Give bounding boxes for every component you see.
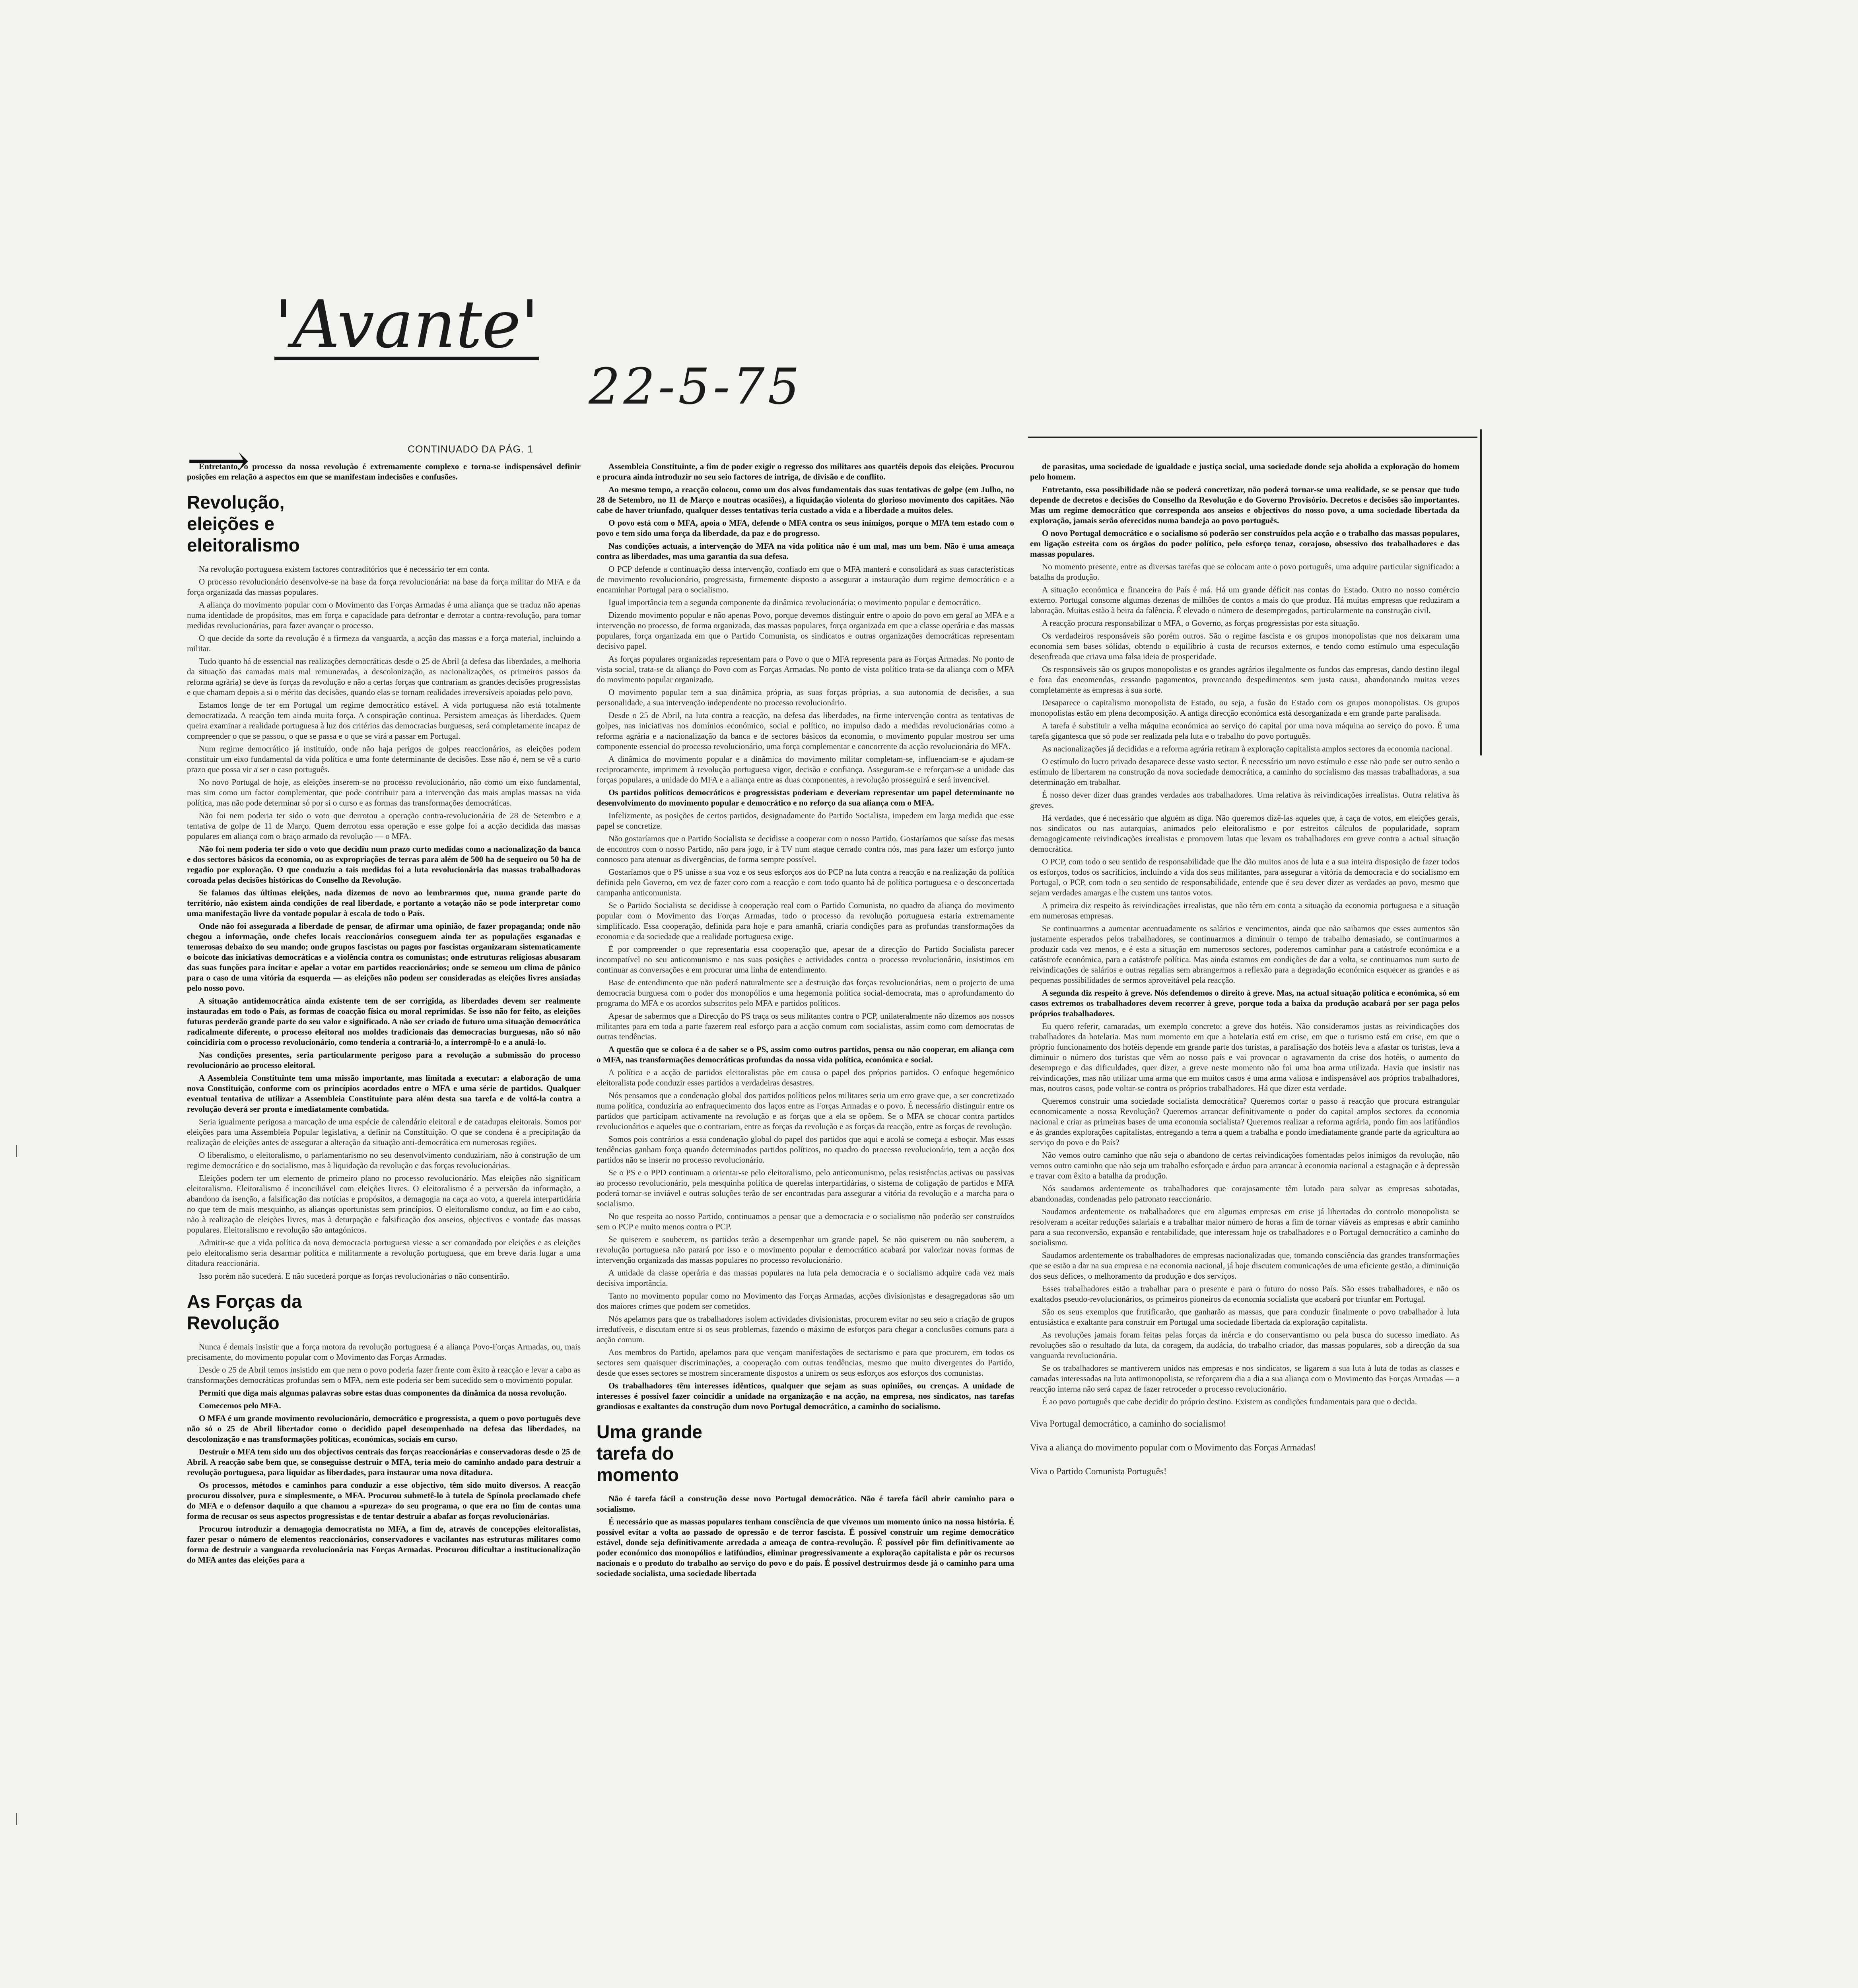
paragraph: O processo revolucionário desenvolve-se na base da força revolucionária: na base da força militar do MFA e da força organizada das massas populares. [187, 577, 581, 597]
paragraph: Num regime democrático já instituído, onde não haja perigos de golpes reaccionários, as eleições podem constituir um eixo fundamental da vida política e uma fonte determinante de decisões. Esse não é, nem se vê a curto prazo que possa vir a ser o caso português. [187, 744, 581, 774]
paragraph: Admitir-se que a vida política da nova democracia portuguesa viesse a ser comandada por eleições e as eleições pelo eleitoralismo seria desarmar política e militarmente a revolução portuguesa, que em breve daria lugar a uma ditadura reaccionária. [187, 1238, 581, 1268]
paragraph: A aliança do movimento popular com o Movimento das Forças Armadas é uma aliança que se traduz não apenas numa identidade de propósitos, mas em força e capacidade para defrontar e derrotar a contra-revolução, para tomar medidas revolucionárias, para fazer avançar o processo. [187, 600, 581, 630]
paragraph: A Assembleia Constituinte tem uma missão importante, mas limitada a executar: a elaboração de uma nova Constituição, conforme com os princípios acordados entre o MFA e uma série de partidos. Qualquer eventual tentativa de utilizar a Assembleia Constituinte para além desta sua tarefa e de voltá-la contra a revolução deverá ser pronta e imediatamente combatida. [187, 1073, 581, 1114]
paragraph: Assembleia Constituinte, a fim de poder exigir o regresso dos militares aos quartéis depois das eleições. Procurou e procura ainda introduzir no seu seio factores de intriga, de divisão e de conflito. [597, 462, 1014, 481]
paragraph: Onde não foi assegurada a liberdade de pensar, de afirmar uma opinião, de fazer propaganda; onde não chegou a informação, onde chefes locais reaccionários conseguem ainda ter as populações esganadas e temerosas debaixo do seu mando; onde grupos fascistas ou pagos por fascistas organizaram sistematicamente o boicote das iniciativas democráticas e a violência contra os comunistas; onde estruturas religiosas abusaram das suas funções para incitar e apelar a votar em partidos reaccionários; onde se semeou um clima de pânico para o caso de uma vitória da esquerda — as eleições não podem ser consideradas as eleições livres ansiadas pelo nosso povo. [187, 921, 581, 993]
paragraph: Se o PS e o PPD continuam a orientar-se pelo eleitoralismo, pelo anticomunismo, pelas resistências activas ou passivas ao processo revolucionário, pela mesquinha política de querelas interpartidárias, o sistema de coligação de partidos e MFA poderá tornar-se inviável e outras soluções terão de ser encontradas para assegurar a vitória da revolução e a marcha para o socialismo. [597, 1168, 1014, 1208]
paragraph: É nosso dever dizer duas grandes verdades aos trabalhadores. Uma relativa às reivindicações irrealistas. Outra relativa às greves. [1030, 790, 1460, 810]
clipping-right-rule [1480, 429, 1482, 755]
section-heading: Uma grande tarefa do momento [597, 1421, 702, 1485]
closing-slogan: Viva a aliança do movimento popular com o Movimento das Forças Armadas! [1030, 1442, 1316, 1452]
paragraph: Permiti que diga mais algumas palavras sobre estas duas componentes da dinâmica da nossa revolução. [199, 1388, 567, 1398]
article-column-2 [597, 461, 1014, 1988]
paragraph: Desde o 25 de Abril, na luta contra a reacção, na defesa das liberdades, na firme intervenção contra as tentativas de golpes, nas iniciativas nos domínios económico, social e político, no impulso dado a medidas revolucionárias como a reforma agrária e a nacionalização da banca e de sectores básicos da economia, o movimento popular mostrou ser uma componente essencial do processo revolucionário, uma força complementar e concorrente da acção revolucionária do MFA. [597, 711, 1014, 751]
paragraph: É por compreender o que representaria essa cooperação que, apesar de a direcção do Partido Socialista parecer incompatível no seu anticomunismo e nas suas posições e actividades contra o processo revolucionário, insistimos em continuar as conversações e em procurar uma linha de entendimento. [597, 944, 1014, 975]
paragraph: Infelizmente, as posições de certos partidos, designadamente do Partido Socialista, impedem em larga medida que esse papel se concretize. [597, 811, 1014, 831]
paragraph: A segunda diz respeito à greve. Nós defendemos o direito à greve. Mas, na actual situação política e económica, só em casos extremos os trabalhadores devem recorrer à greve, porque toda a baixa da produção acabará por ser paga pelos próprios trabalhadores. [1030, 988, 1460, 1018]
paragraph: Os processos, métodos e caminhos para conduzir a esse objectivo, têm sido muito diversos. A reacção procurou dissolver, pura e simplesmente, o MFA. Procurou submetê-lo à tutela de Spínola proclamado chefe do MFA e o defensor daquilo a que chamou a «pureza» do seu programa, o que era no fim de contas uma forma de recusar os seus aspectos progressistas e de tentar destruir a abafar as forças revolucionárias. [187, 1480, 581, 1521]
paragraph: Desde o 25 de Abril temos insistido em que nem o povo poderia fazer frente com êxito à reacção e levar a cabo as transformações democráticas profundas sem o MFA, nem este poderia ser bem sucedido sem o movimento popular. [187, 1365, 581, 1385]
paragraph: Queremos construir uma sociedade socialista democrática? Queremos cortar o passo à reacção que procura estrangular economicamente a nossa Revolução? Queremos arrancar definitivamente o poder do capital amplos sectores da economia nacional e criar as primeiras bases de uma economia socialista? Queremos realizar a reforma agrária, pondo fim aos latifúndios e às grandes explorações capitalistas, entregando a terra a quem a trabalha e pondo imediatamente grande parte da agricultura ao serviço do povo e do País? [1030, 1096, 1460, 1147]
paragraph: A situação económica e financeira do País é má. Há um grande déficit nas contas do Estado. Outro no nosso comércio externo. Portugal consome algumas dezenas de milhões de contos a mais do que produz. Há muitas empresas que reduziram a laboração. Muitas estão à beira da falência. É elevado o número de desempregados, particularmente na construção civil. [1030, 585, 1460, 615]
paragraph: Se falamos das últimas eleições, nada dizemos de novo ao lembrarmos que, numa grande parte do território, não existem ainda condições de real liberdade, e portanto a votação não se pode interpretar como uma manifestação livre da vontade popular à escala de todo o País. [187, 888, 581, 918]
paragraph: O liberalismo, o eleitoralismo, o parlamentarismo no seu desenvolvimento conduziriam, não à construção de um regime democrático e do socialismo, mas à liquidação da revolução e das forças revolucionárias. [187, 1150, 581, 1170]
paragraph: Igual importância tem a segunda componente da dinâmica revolucionária: o movimento popular e democrático. [608, 598, 981, 607]
paragraph: Eu quero referir, camaradas, um exemplo concreto: a greve dos hotéis. Não consideramos justas as reivindicações dos trabalhadores da hotelaria. Mas num momento em que a hotelaria está em crise, em que o turismo está em crise, em que o próprio funcionamento dos hotéis depende em grande parte dos turistas, a paralisação dos hotéis leva a afastar os turistas, leva a diminuir o número dos turistas que vêm ao nosso país e vai provocar o agravamento da crise dos hotéis, o aumento do desemprego e das dificuldades, quer dizer, a greve neste momento não foi uma boa arma utilizada. Havia que insistir nas reivindicações, mas não utilizar uma arma que em muitos casos é uma arma valiosa e indispensável aos próprios trabalhadores, mas, noutros casos, pode voltar-se contra os próprios trabalhadores. Há que dizer esta verdade. [1030, 1021, 1460, 1093]
paragraph: Se continuarmos a aumentar acentuadamente os salários e vencimentos, ainda que não saibamos que esses aumentos são justamente esperados pelos trabalhadores, se continuarmos a diminuir o tempo de trabalho demasiado, se continuarmos a produzir cada vez menos, e é esta a situação em numerosos sectores, poderemos caminhar para a catástrofe económica e a catástrofe económica, para a catástrofe política. Mas ainda estamos em condições de dar a volta, se continuamos num surto de reivindicações de salários e outras regalias sem abrangermos a reflexão para a degradação económica esquecer as grandes e as pequenas possibilidades de sermos aproveitável pela reacção. [1030, 924, 1460, 985]
paragraph: O novo Portugal democrático e o socialismo só poderão ser construídos pela acção e o trabalho das massas populares, em ligação estreita com os órgãos do poder político, pelo esforço tenaz, corajoso, obsessivo dos trabalhadores e das massas populares. [1030, 528, 1460, 559]
paragraph: O povo está com o MFA, apoia o MFA, defende o MFA contra os seus inimigos, porque o MFA tem estado com o povo e tem sido uma força da liberdade, da paz e do progresso. [597, 518, 1014, 538]
paragraph: No momento presente, entre as diversas tarefas que se colocam ante o povo português, uma adquire particular significado: a batalha da produção. [1030, 562, 1460, 582]
paragraph: O movimento popular tem a sua dinâmica própria, as suas forças próprias, a sua autonomia de decisões, a sua personalidade, a sua intervenção independente no processo revolucionário. [597, 687, 1014, 707]
paragraph: Aos membros do Partido, apelamos para que vençam manifestações de sectarismo e para que procurem, em todos os sectores sem quaisquer discriminações, a cooperação com outras tendências, mesmo que muito divergentes do Partido, desde que esses sectores se mostrem sinceramente dispostos a unirem os seus esforços aos esforços dos comunistas. [597, 1347, 1014, 1378]
paragraph: Não é tarefa fácil a construção desse novo Portugal democrático. Não é tarefa fácil abrir caminho para o socialismo. [597, 1494, 1014, 1514]
paragraph: Não foi nem poderia ter sido o voto que derrotou a operação contra-revolucionária de 28 de Setembro e a tentativa de golpe de 11 de Março. Quem derrotou essa operação e esse golpe foi a acção decidida das massas populares em aliança com o braço armado da revolução — o MFA. [187, 811, 581, 841]
paragraph: O que decide da sorte da revolução é a firmeza da vanguarda, a acção das massas e a força material, incluindo a militar. [187, 633, 581, 653]
handwritten-masthead: 'Avante' [274, 286, 539, 363]
paragraph: Há verdades, que é necessário que alguém as diga. Não queremos dizê-las aqueles que, à caça de votos, em eleições gerais, nos sindicatos ou nas autarquias, animados pelo eleitoralismo e por estreitos cálculos de popularidade, sopram demagogicamente reivindicações irrealistas e promovem lutas que levam os trabalhadores em greve contra a actual situação democrática. [1030, 813, 1460, 854]
paragraph: A primeira diz respeito às reivindicações irrealistas, que não têm em conta a situação da economia portuguesa e a situação em numerosas empresas. [1030, 901, 1460, 920]
paragraph: Desaparece o capitalismo monopolista de Estado, ou seja, a fusão do Estado com os grupos monopolistas. Os grupos monopolistas estão em plena decomposição. A antiga direcção económica está desorganizada e em grande parte paralisada. [1030, 698, 1460, 718]
paragraph: Estamos longe de ter em Portugal um regime democrático estável. A vida portuguesa não está totalmente democratizada. A reacção tem ainda muita força. A conspiração continua. Persistem ameaças às liberdades. Quem queira examinar a realidade portuguesa à luz dos critérios das democracias burguesas, será completamente incapaz de compreender o que se passou, o que se passa e o que se virá a passar em Portugal. [187, 700, 581, 741]
paragraph: Nas condições actuais, a intervenção do MFA na vida política não é um mal, mas um bem. Não é uma ameaça contra as liberdades, mas uma garantia da sua defesa. [597, 541, 1014, 561]
paragraph: Destruir o MFA tem sido um dos objectivos centrais das forças reaccionárias e conservadoras desde o 25 de Abril. A reacção sabe bem que, se conseguisse destruir o MFA, teria meio do caminho andado para destruir a revolução portuguesa, para liquidar as liberdades, para instaurar uma nova ditadura. [187, 1447, 581, 1477]
paragraph: Nunca é demais insistir que a força motora da revolução portuguesa é a aliança Povo-Forças Armadas, ou, mais precisamente, do movimento popular com o Movimento das Forças Armadas. [187, 1342, 581, 1362]
paragraph: A reacção procura responsabilizar o MFA, o Governo, as forças progressistas por esta situação. [1042, 618, 1360, 628]
paragraph: Nós pensamos que a condenação global dos partidos políticos pelos militares seria um erro grave que, a ser concretizado numa política, conduziria ao enfraquecimento dos laços entre as Forças Armadas e o povo. É necessário distinguir entre os partidos que participam activamente na revolução e as forças que a ela se opõem. Se o MFA se chocar contra partidos revolucionários e aqueles que o contrariam, entre as forças da revolução e as forças da reacção, entre as forças de revolução. [597, 1091, 1014, 1131]
paragraph: O MFA é um grande movimento revolucionário, democrático e progressista, a quem o povo português deve não só o 25 de Abril libertador como o decidido papel desempenhado na defesa das liberdades, na descolonização e nas transformações políticas, económicas, sociais em curso. [187, 1413, 581, 1444]
paragraph: Eleições podem ter um elemento de primeiro plano no processo revolucionário. Mas eleições não significam eleitoralismo. Eleitoralismo é inconciliável com eleições livres. O eleitoralismo é a perversão da informação, a abandono da isenção, a falsificação das notícias e propósitos, a demagogia na caça ao voto, a querela interpartidária no que tem de mais mesquinho, as alianças oportunistas sem princípios. O eleitoralismo conduz, ao fim e ao cabo, não à realização de eleições livres, mas à deturpação e falsificação dos anseios, objectivos e vontade das massas populares. Eleitoralismo e revolução são antagónicos. [187, 1173, 581, 1235]
paragraph: Não vemos outro caminho que não seja o abandono de certas reivindicações fomentadas pelos inimigos da revolução, não vemos outro caminho que não seja um trabalho esforçado e árduo para arrancar à economia nacional a estagnação e à depressão e travar com êxito a batalha da produção. [1030, 1150, 1460, 1180]
paragraph: Se quiserem e souberem, os partidos terão a desempenhar um grande papel. Se não quiserem ou não souberem, a revolução portuguesa não parará por isso e o movimento popular e democrático acabará por valorizar novas formas de intervenção organizada das massas populares no processo revolucionário. [597, 1235, 1014, 1265]
closing-slogan: Viva o Partido Comunista Português! [1030, 1466, 1167, 1476]
continued-label: CONTINUADO DA PÁG. 1 [408, 444, 533, 455]
section-heading: Revolução, eleições e eleitoralismo [187, 492, 300, 555]
paragraph: As forças populares organizadas representam para o Povo o que o MFA representa para as Forças Armadas. No ponto de vista social, trata-se da aliança do Povo com as Forças Armadas. No ponto de vista político trata-se da aliança com o MFA do movimento popular organizado. [597, 654, 1014, 684]
intro-paragraph: Entretanto, o processo da nossa revolução é extremamente complexo e torna-se indispensável definir posições em relação a aspectos em que se manifestam indecisões e confusões. [187, 462, 581, 481]
newspaper-clipping [187, 429, 1479, 1988]
paragraph: Saudamos ardentemente os trabalhadores de empresas nacionalizadas que, tomando consciência das grandes transformações que se estão a dar na sua empresa e na economia nacional, já hoje discutem comunicações de uma eficiente gestão, a diminuição dos seus défices, o melhoramento da produção e dos serviços. [1030, 1250, 1460, 1281]
paragraph: Nas condições presentes, seria particularmente perigoso para a revolução a submissão do processo revolucionário ao processo eleitoral. [187, 1050, 581, 1070]
paragraph: Esses trabalhadores estão a trabalhar para o presente e para o futuro do nosso País. São esses trabalhadores, e não os exaltados pseudo-revolucionários, os primeiros pioneiros da economia socialista que acabará por triunfar em Portugal. [1030, 1284, 1460, 1304]
left-edge-mark [16, 1145, 17, 1157]
paragraph: Os responsáveis são os grupos monopolistas e os grandes agrários ilegalmente os fundos das empresas, dando destino ilegal e fora das encomendas, cessando pagamentos, provocando despedimentos sem justa causa, abandonando muitas vezes completamente as empresas à sua sorte. [1030, 664, 1460, 695]
paragraph: Os verdadeiros responsáveis são porém outros. São o regime fascista e os grupos monopolistas que nos deixaram uma economia sem bases sólidas, obtendo o equilíbrio à custa de recursos externos, e tendo como estímulo uma especulação desenfreada que criava uma falsa ideia de prosperidade. [1030, 631, 1460, 661]
paragraph: As revoluções jamais foram feitas pelas forças da inércia e do conservantismo ou pela busca do sucesso imediato. As revoluções são o resultado da luta, da coragem, da audácia, do trabalho criador, das massas populares, sob a direcção da sua vanguarda revolucionária. [1030, 1330, 1460, 1360]
left-edge-mark-2 [16, 1813, 17, 1825]
paragraph: Não gostaríamos que o Partido Socialista se decidisse a cooperar com o nosso Partido. Gostaríamos que saísse das mesas de encontros com o nosso Partido, não para jogo, ir à TV num ataque cerrado contra nós, mas para fazer um esforço junto connosco para atenuar as divergências, de forma sempre possível. [597, 834, 1014, 864]
paragraph: No que respeita ao nosso Partido, continuamos a pensar que a democracia e o socialismo não poderão ser construídos sem o PCP e muito menos contra o PCP. [597, 1211, 1014, 1231]
paragraph: As nacionalizações já decididas e a reforma agrária retiram à exploração capitalista amplos sectores da economia nacional. [1042, 744, 1452, 753]
paragraph: de parasitas, uma sociedade de igualdade e justiça social, uma sociedade donde seja abolida a exploração do homem pelo homem. [1030, 462, 1460, 481]
paragraph: Procurou introduzir a demagogia democratista no MFA, a fim de, através de concepções eleitoralistas, fazer pesar o número de elementos reaccionários, conservadores e vacilantes nas estruturas militares como forma de destruir a vanguarda revolucionária nas Forças Armadas. Procurou dificultar a institucionalização do MFA antes das eleições para a [187, 1524, 581, 1565]
handwritten-date: 22-5-75 [589, 358, 803, 415]
paragraph: Gostaríamos que o PS unisse a sua voz e os seus esforços aos do PCP na luta contra a reacção e na realização da política definida pelo Governo, em vez de fazer coro com a reacção e com todo quanto há de política portuguesa e o desconcertada campanha anticomunista. [597, 867, 1014, 897]
paragraph: O estímulo do lucro privado desaparece desse vasto sector. É necessário um novo estímulo e esse não pode ser outro senão o estímulo de libertarem na construção da nova sociedade democrática, a caminho do socialismo das massas trabalhadoras, a sua determinação em trabalhar. [1030, 757, 1460, 787]
paragraph: Dizendo movimento popular e não apenas Povo, porque devemos distinguir entre o apoio do povo em geral ao MFA e a intervenção no processo, de forma organizada, das massas populares, força organizada em que a classe operária e das massas populares, força organizada em que o Partido Comunista, os sindicatos e outras organizações democráticas representam decisivo papel. [597, 610, 1014, 651]
paragraph: O PCP defende a continuação dessa intervenção, confiado em que o MFA manterá e consolidará as suas características de movimento revolucionário, progressista, firmemente disposto a assegurar a instauração dum regime democrático e a encaminhar Portugal para o socialismo. [597, 564, 1014, 594]
paragraph: Base de entendimento que não poderá naturalmente ser a destruição das forças revolucionárias, nem o projecto de uma democracia burguesa com o poder dos monopólios e uma hegemonia política social-democrata, mas o aprofundamento do programa do MFA e os acordos subscritos pelo MFA e partidos políticos. [597, 978, 1014, 1008]
paragraph: Entretanto, essa possibilidade não se poderá concretizar, não poderá tornar-se uma realidade, se se pensar que tudo depende de decretos e decisões do Conselho da Revolução e do Governo Provisório. Decretos e decisões são importantes. Mas um regime democrático que corresponda aos anseios e objectivos do nosso povo, a uma sociedade libertada da exploração, jamais serão oferecidos numa bandeja ao povo português. [1030, 485, 1460, 525]
paragraph: No novo Portugal de hoje, as eleições inserem-se no processo revolucionário, não como um eixo fundamental, mas sim como um factor complementar, que pode contribuir para a intervenção das mais amplas massas na vida política, mas não pode determinar só por si o curso e as formas das transformações democráticas. [187, 777, 581, 808]
article-column-1 [187, 461, 581, 1988]
paragraph: Saudamos ardentemente os trabalhadores que em algumas empresas em crise já libertadas do controlo monopolista se resolveram a aceitar reduções salariais e a trabalhar maior número de horas a fim de tornar viáveis as empresas e abrir caminho para a sua reconversão, expansão e rentabilidade, que interessam hoje os trabalhadores e o Portugal democrático a caminho do socialismo. [1030, 1207, 1460, 1247]
paragraph: Comecemos pelo MFA. [199, 1401, 281, 1410]
paragraph: Se o Partido Socialista se decidisse à cooperação real com o Partido Comunista, no quadro da aliança do movimento popular com o Movimento das Forças Armadas, todo o processo da revolução portuguesa estaria extremamente simplificado. Essa cooperação, definida para hoje e para amanhã, criaria condições para as profundas transformações da economia e da sociedade que a realidade portuguesa exige. [597, 901, 1014, 941]
paragraph: Tudo quanto há de essencial nas realizações democráticas desde o 25 de Abril (a defesa das liberdades, a melhoria da situação das camadas mais mal remuneradas, a descolonização, as nacionalizações, os primeiros passos da reforma agrária) se deve às forças da revolução e não a certas forças que contrariam as grandes decisões progressistas e que chamam depois a si o mérito das decisões, quando elas se tornam realidades irreversíveis apoiadas pelo povo. [187, 656, 581, 697]
paragraph: Seria igualmente perigosa a marcação de uma espécie de calendário eleitoral e de catadupas eleitorais. Somos por eleições para uma Assembleia Popular legislativa, a definir na Constituição. O que se condena é a precipitação da realização de eleições antes de assegurar a alteração da situação anti-democrática em numerosas regiões. [187, 1117, 581, 1147]
paragraph: Somos pois contrários a essa condenação global do papel dos partidos que aqui e acolá se começa a esboçar. Mas essas tendências ganham força quando determinados partidos políticos, no quadro do processo revolucionário, tem a acção dos partidos não se inserir no processo revolucionário. [597, 1134, 1014, 1165]
article-column-3 [1030, 461, 1460, 1988]
paragraph: A tarefa é substituir a velha máquina económica ao serviço do capital por uma nova máquina ao serviço do povo. É uma tarefa gigantesca que só pode ser realizada pela luta e o trabalho do povo português. [1030, 721, 1460, 741]
paragraph: O PCP, com todo o seu sentido de responsabilidade que lhe dão muitos anos de luta e a sua inteira disposição de fazer todos os esforços, todos os sacrifícios, incluindo a vida dos seus militantes, para assegurar a vitória da democracia e do socialismo em Portugal, o PCP, com todo o seu sentido de responsabilidade, entende que é seu dever dizer as verdades ao povo, mesmo que sejam verdades amargas e lhe custem uns tantos votos. [1030, 857, 1460, 897]
section-heading: As Forças da Revolução [187, 1291, 302, 1333]
paragraph: Tanto no movimento popular como no Movimento das Forças Armadas, acções divisionistas e desagregadoras são um dos maiores crimes que podem ser cometidos. [597, 1291, 1014, 1311]
paragraph: Apesar de sabermos que a Direcção do PS traça os seus militantes contra o PCP, unilateralmente não dizemos aos nossos militantes para em toda a parte fazerem real esforço para a acção comum com socialistas, assim como com democratas de outras tendências. [597, 1011, 1014, 1041]
paragraph: É necessário que as massas populares tenham consciência de que vivemos um momento único na nossa história. É possível evitar a volta ao passado de opressão e de terror fascista. É possível construir um regime democrático estável, donde seja definitivamente arredada a ameaça de contra-revolução. É possível pôr fim definitivamente ao poder económico dos monopólios e latifúndios, eliminar progressivamente a exploração capitalista e pôr os recursos nacionais e o produto do trabalho ao serviço do povo e do país. É possível destruirmos desde já o caminho para uma sociedade socialista, uma sociedade libertada [597, 1517, 1014, 1578]
paragraph: Se os trabalhadores se mantiverem unidos nas empresas e nos sindicatos, se ligarem a sua luta à luta de todas as classes e camadas interessadas na luta antimonopolista, se reforçarem dia a dia a sua aliança com o Movimento das Forças Armadas — a reacção interna não será capaz de fazer retroceder o processo revolucionário. [1030, 1363, 1460, 1394]
closing-slogans [1030, 1419, 1460, 1477]
paragraph: A dinâmica do movimento popular e a dinâmica do movimento militar completam-se, influenciam-se e ajudam-se reciprocamente, imprimem à revolução portuguesa vigor, decisão e confiança. Asseguram-se e reforçam-se a unidade das forças populares, a unidade do MFA e a aliança entre as duas componentes, a revolução prosseguirá e será invencível. [597, 754, 1014, 784]
paragraph: Os partidos políticos democráticos e progressistas poderiam e deveriam representar um papel determinante no desenvolvimento do movimento popular e democrático e no reforço da sua aliança com o MFA. [597, 788, 1014, 808]
paragraph: Nós saudamos ardentemente os trabalhadores que corajosamente têm lutado para salvar as empresas sabotadas, abandonadas, condenadas pelo patronato reaccionário. [1030, 1184, 1460, 1204]
arrow-icon: ⟶ [187, 437, 250, 485]
paragraph: Ao mesmo tempo, a reacção colocou, como um dos alvos fundamentais das suas tentativas de golpe (em Julho, no 28 de Setembro, no 11 de Março e noutras ocasiões), a liquidação violenta do glorioso movimento dos capitães. Não cabe de haver triunfado, qualquer desses tentativas teria custado a vida e a liberdade a muitos deles. [597, 485, 1014, 515]
paragraph: São os seus exemplos que frutificarão, que ganharão as massas, que para conduzir finalmente o povo trabalhador à luta entusiástica e exaltante para construir em Portugal uma sociedade libertada da exploração capitalista. [1030, 1307, 1460, 1327]
paragraph: Isso porém não sucederá. E não sucederá porque as forças revolucionárias o não consentirão. [199, 1271, 509, 1281]
paragraph: Não foi nem poderia ter sido o voto que decidiu num prazo curto medidas como a nacionalização da banca e dos sectores básicos da economia, ou as expropriações de terras para além de 500 ha de sequeiro ou 50 ha de regadio por exploração. O que conduziu a tais medidas foi a luta revolucionária das massas trabalhadoras coroada pelas decisões históricas do Conselho da Revolução. [187, 844, 581, 885]
paragraph: A política e a acção de partidos eleitoralistas põe em causa o papel dos próprios partidos. O enfoque hegemónico eleitoralista pode conduzir esses partidos a verdadeiras desastres. [597, 1068, 1014, 1087]
paragraph: É ao povo português que cabe decidir do próprio destino. Existem as condições fundamentais para que o decida. [1042, 1397, 1417, 1406]
paragraph: A situação antidemocrática ainda existente tem de ser corrigida, as liberdades devem ser realmente instauradas em todo o País, as formas de coacção física ou moral reprimidas. Se isso não for feito, as eleições futuras perderão grande parte do seu valor e significado. A não ser criado de futuro uma situação democrática radicalmente diferente, o processo eleitoral nos moldes tradicionais das democracias burguesas, não só não coincidiria com o processo revolucionário, como tenderia a contrariá-lo, a interrompê-lo e a anulá-lo. [187, 996, 581, 1047]
paragraph: Na revolução portuguesa existem factores contraditórios que é necessário ter em conta. [199, 564, 490, 574]
paragraph: Nós apelamos para que os trabalhadores isolem actividades divisionistas, procurem evitar no seu seio a criação de grupos irredutíveis, e discutam entre si os seus problemas, fazendo o máximo de esforços para chegar a conclusões comuns para a acção comum. [597, 1314, 1014, 1344]
closing-slogan: Viva Portugal democrático, a caminho do socialismo! [1030, 1419, 1226, 1429]
paragraph: A unidade da classe operária e das massas populares na luta pela democracia e o socialismo adquire cada vez mais decisiva importância. [597, 1268, 1014, 1288]
paragraph: Os trabalhadores têm interesses idênticos, qualquer que sejam as suas opiniões, ou crenças. A unidade de interesses é possível fazer coincidir a unidade na organização e na acção, na empresa, nos sindicatos, nas tarefas grandiosas e exaltantes da construção dum novo Portugal democrático, a caminho do socialismo. [597, 1381, 1014, 1411]
paragraph: A questão que se coloca é a de saber se o PS, assim como outros partidos, pensa ou não cooperar, em aliança com o MFA, nas transformações democráticas profundas da nossa vida política, económica e social. [597, 1044, 1014, 1064]
